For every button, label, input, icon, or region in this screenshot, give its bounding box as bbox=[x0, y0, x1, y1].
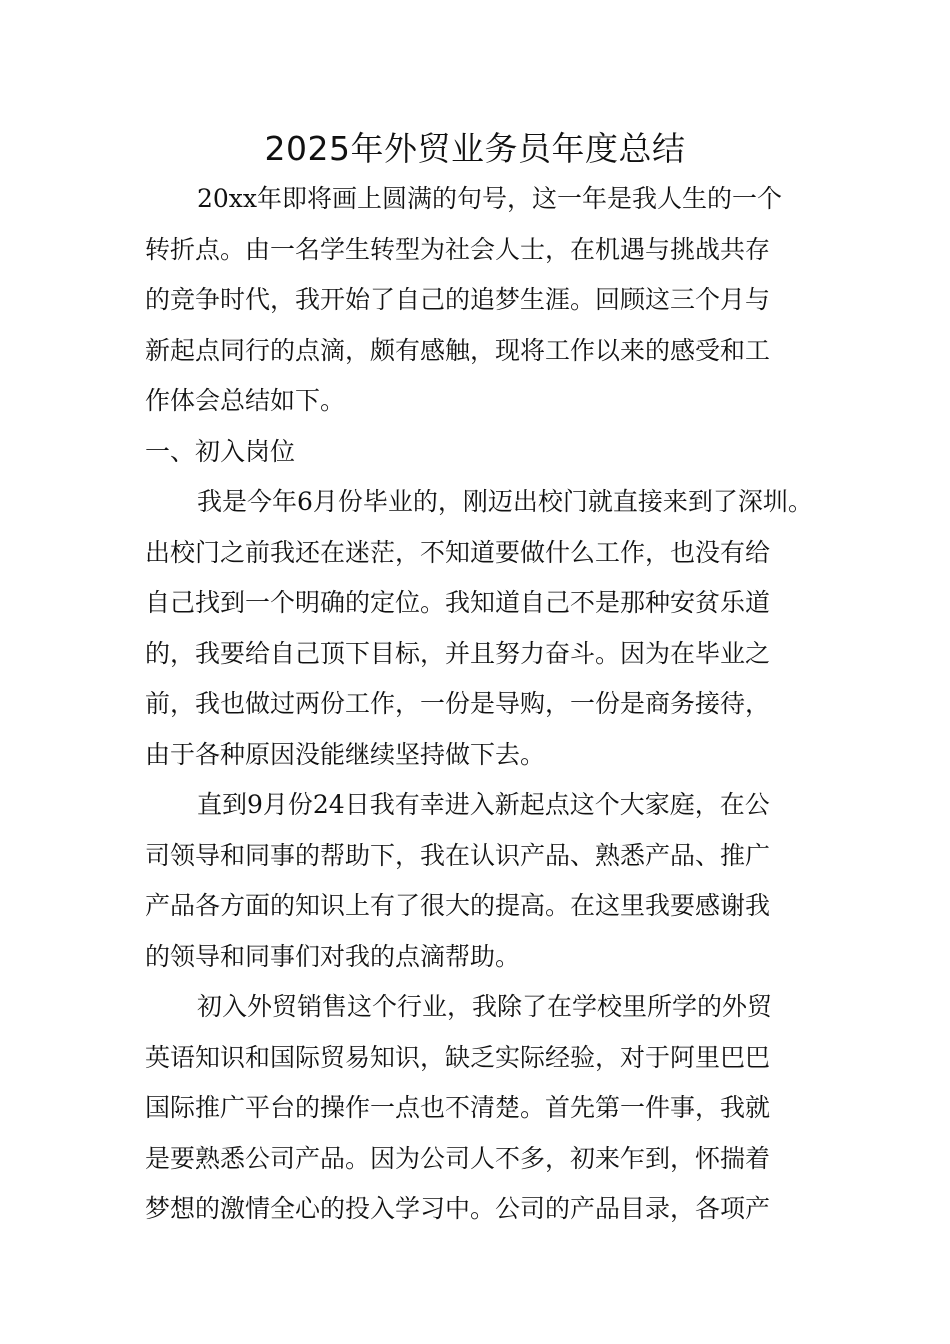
text-line: 作体会总结如下。 bbox=[145, 386, 346, 415]
text-line: 的领导和同事们对我的点滴帮助。 bbox=[145, 941, 521, 971]
document-body bbox=[145, 174, 813, 1235]
section-heading bbox=[145, 427, 810, 478]
text-line: 产品各方面的知识上有了很大的提高。在这里我要感谢我 bbox=[145, 891, 771, 920]
text-line: 由于各种原因没能继续坚持做下去。 bbox=[145, 739, 546, 769]
text-line: 20xx年即将画上圆满的句号，这一年是我人生的一个 bbox=[197, 184, 783, 213]
text-line: 的竞争时代，我开始了自己的追梦生涯。回顾这三个月与 bbox=[145, 285, 771, 314]
text-line: 的，我要给自己顶下目标，并且努力奋斗。因为在毕业之 bbox=[145, 638, 771, 668]
paragraph-learning bbox=[145, 982, 810, 1235]
document-title: 2025年外贸业务员年度总结 bbox=[264, 129, 686, 168]
paragraph-background bbox=[145, 477, 813, 780]
text-line: 直到9月份24日我有幸进入新起点这个大家庭，在公 bbox=[197, 790, 770, 819]
text-line: 前，我也做过两份工作，一份是导购，一份是商务接待， bbox=[145, 689, 771, 718]
text-line: 是要熟悉公司产品。因为公司人不多，初来乍到，怀揣着 bbox=[145, 1143, 771, 1173]
text-line: 新起点同行的点滴，颇有感触，现将工作以来的感受和工 bbox=[145, 335, 771, 365]
text-line: 我是今年6月份毕业的，刚迈出校门就直接来到了深圳。 bbox=[197, 487, 813, 516]
text-line: 出校门之前我还在迷茫，不知道要做什么工作，也没有给 bbox=[145, 537, 771, 567]
text-line: 英语知识和国际贸易知识，缺乏实际经验，对于阿里巴巴 bbox=[145, 1042, 771, 1072]
text-line: 初入外贸销售这个行业，我除了在学校里所学的外贸 bbox=[197, 992, 773, 1021]
text-line: 司领导和同事的帮助下，我在认识产品、熟悉产品、推广 bbox=[145, 840, 771, 870]
paragraph-joining bbox=[145, 780, 810, 982]
text-line: 国际推广平台的操作一点也不清楚。首先第一件事，我就 bbox=[145, 1093, 771, 1122]
text-line: 梦想的激情全心的投入学习中。公司的产品目录，各项产 bbox=[145, 1194, 771, 1223]
text-line: 自己找到一个明确的定位。我知道自己不是那种安贫乐道 bbox=[145, 588, 771, 617]
section-heading-text: 一、初入岗位 bbox=[145, 436, 296, 466]
text-line: 转折点。由一名学生转型为社会人士，在机遇与挑战共存 bbox=[145, 234, 771, 264]
paragraph-intro bbox=[145, 174, 810, 427]
